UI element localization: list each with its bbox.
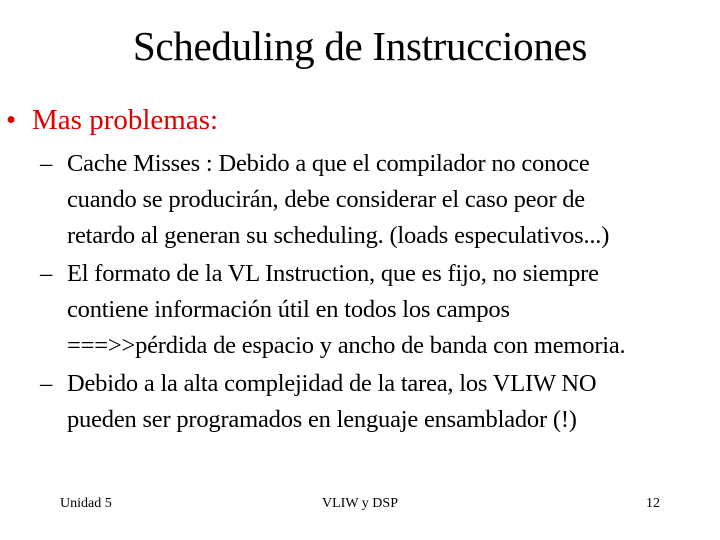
sub-bullet-cache-misses xyxy=(40,146,720,254)
sub-bullet-line: retardo al generan su scheduling. (loads especulativos...) xyxy=(67,222,610,249)
footer-page-number: 12 xyxy=(646,496,660,511)
sub-bullet-line: cuando se producirán, debe considerar el caso peor de xyxy=(67,186,585,213)
sub-bullet-vl-format xyxy=(40,256,720,364)
bullet-marker: • xyxy=(6,104,17,136)
slide-title: Scheduling de Instrucciones xyxy=(132,23,588,69)
dash-marker: – xyxy=(40,150,53,177)
sub-bullet-line: Debido a la alta complejidad de la tarea, los VLIW NO xyxy=(67,370,597,397)
sub-bullet-list xyxy=(40,146,720,440)
footer-unit: Unidad 5 xyxy=(60,496,112,511)
sub-bullet-line: El formato de la VL Instruction, que es fijo, no siempre xyxy=(67,260,599,287)
sub-bullet-complexity xyxy=(40,366,720,438)
footer-topic: VLIW y DSP xyxy=(322,496,398,511)
sub-bullet-line: Cache Misses : Debido a que el compilador no conoce xyxy=(67,150,590,177)
main-bullet xyxy=(6,102,218,138)
dash-marker: – xyxy=(40,260,53,287)
sub-bullet-line: ===>>pérdida de espacio y ancho de banda con memoria. xyxy=(67,332,626,359)
sub-bullet-line: pueden ser programados en lenguaje ensamblador (!) xyxy=(67,406,577,433)
sub-bullet-line: contiene información útil en todos los campos xyxy=(67,296,510,323)
dash-marker: – xyxy=(40,370,53,397)
bullet-text: Mas problemas: xyxy=(32,104,219,136)
